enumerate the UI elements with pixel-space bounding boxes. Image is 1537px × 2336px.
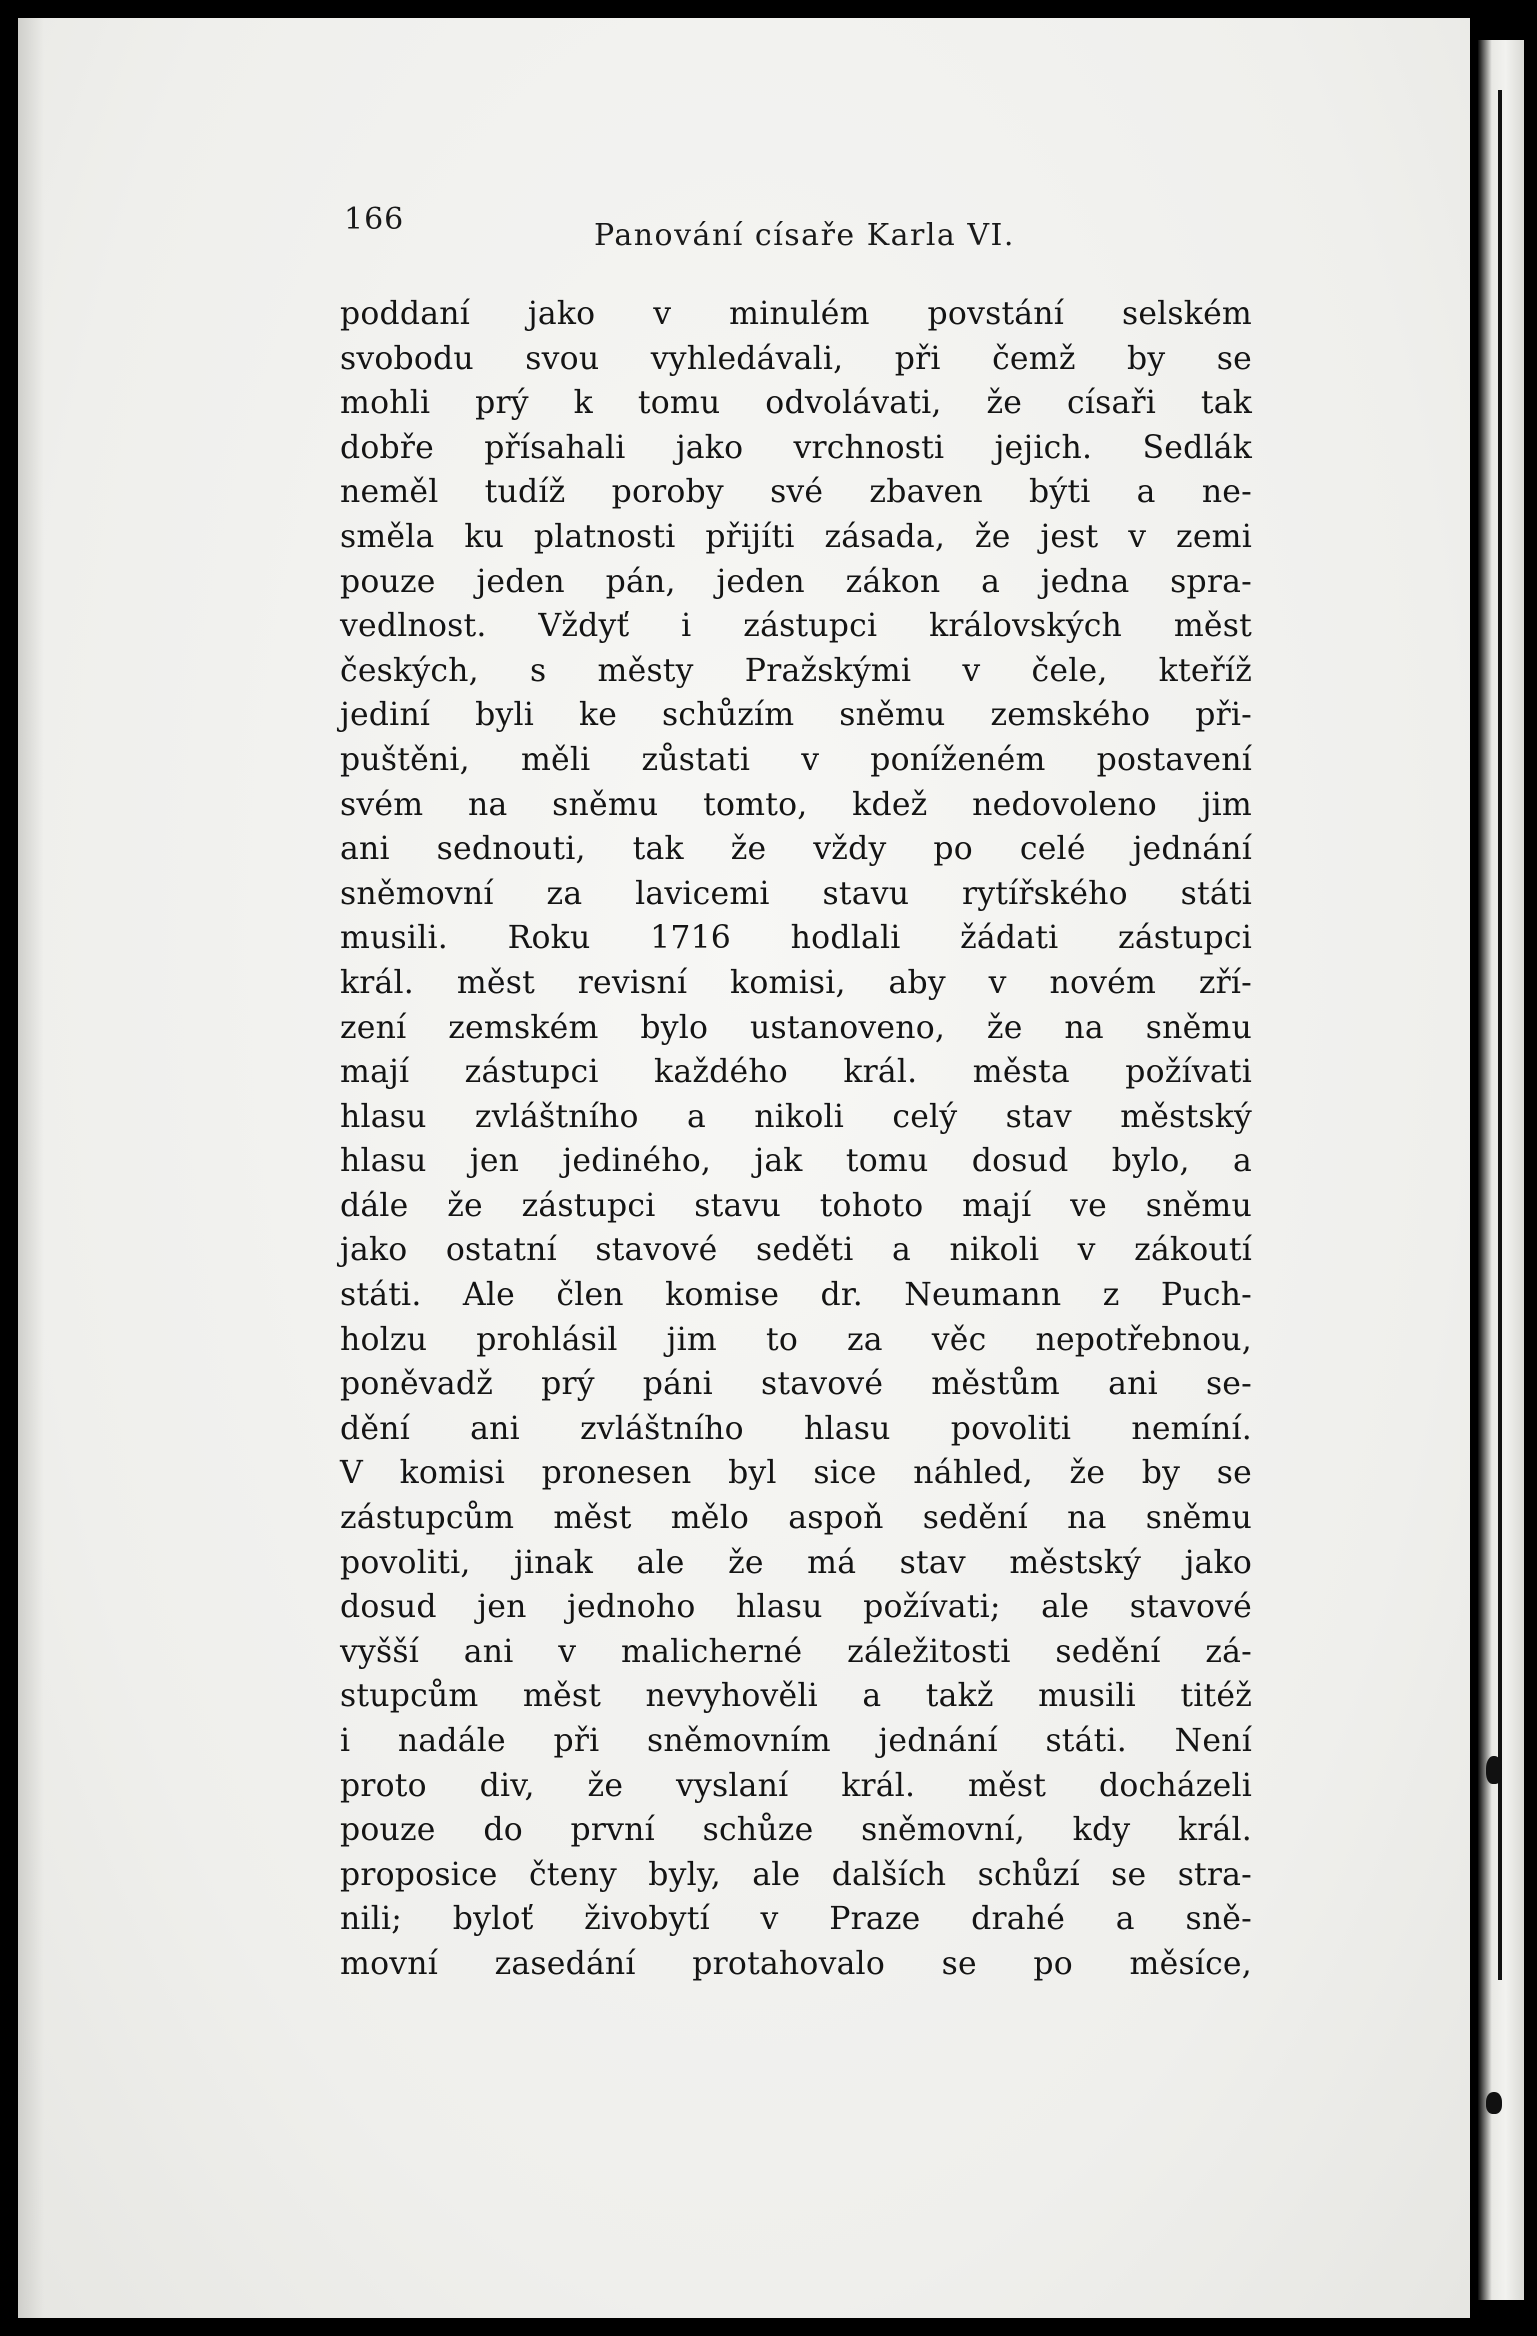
- margin-ink-mark: [1486, 2092, 1502, 2114]
- text-line: hlasu zvláštního a nikoli celý stav městský: [340, 1098, 1252, 1135]
- text-line: svém na sněmu tomto, kdež nedovoleno jim: [340, 786, 1252, 823]
- text-line: i nadále při sněmovním jednání státi. Není: [340, 1723, 1252, 1759]
- binding-line: [1498, 90, 1502, 1980]
- text-line: státi. Ale člen komise dr. Neumann z Puch-: [340, 1277, 1252, 1314]
- text-line: movní zasedání protahovalo se po měsíce,: [340, 1945, 1252, 1982]
- page-gutter-shadow: [18, 18, 44, 2318]
- text-line: jediní byli ke schůzím sněmu zemského při-: [340, 697, 1252, 734]
- text-line: sněmovní za lavicemi stavu rytířského státi: [340, 875, 1252, 912]
- text-line: proposice čteny byly, ale dalších schůzí se stra-: [340, 1856, 1252, 1893]
- text-line: nili; byloť živobytí v Praze drahé a sně-: [340, 1901, 1252, 1938]
- page-header: [0, 200, 1537, 260]
- text-line: neměl tudíž poroby své zbaven býti a ne-: [340, 474, 1252, 511]
- text-line: zástupcům měst mělo aspoň sedění na sněmu: [340, 1500, 1252, 1537]
- text-line: král. měst revisní komisi, aby v novém zří-: [340, 964, 1252, 1001]
- text-line: mají zástupci každého král. města požívati: [340, 1054, 1252, 1091]
- text-line: poněvadž prý páni stavové městům ani se-: [340, 1366, 1252, 1403]
- text-line: vyšší ani v malicherné záležitosti sedění zá-: [340, 1633, 1252, 1670]
- running-title: Panování císaře Karla VI.: [594, 218, 1015, 253]
- text-line: dobře přísahali jako vrchnosti jejich. Sedlák: [340, 429, 1252, 466]
- text-line: směla ku platnosti přijíti zásada, že jest v zemi: [340, 518, 1252, 555]
- text-line: stupcům měst nevyhověli a takž musili titéž: [340, 1678, 1252, 1715]
- text-line: holzu prohlásil jim to za věc nepotřebnou,: [340, 1321, 1252, 1358]
- margin-ink-mark: [1486, 1756, 1502, 1784]
- text-line: ani sednouti, tak že vždy po celé jednání: [340, 831, 1252, 868]
- text-line: V komisi pronesen byl sice náhled, že by se: [340, 1455, 1252, 1492]
- text-line: puštěni, měli zůstati v poníženém postavení: [340, 741, 1252, 778]
- text-line: českých, s městy Pražskými v čele, kteříž: [340, 652, 1252, 689]
- text-line: mohli prý k tomu odvolávati, že císaři tak: [340, 385, 1252, 422]
- text-line: musili. Roku 1716 hodlali žádati zástupci: [340, 920, 1252, 957]
- text-line: vedlnost. Vždyť i zástupci královských měst: [340, 608, 1252, 645]
- text-line: dění ani zvláštního hlasu povoliti nemíní.: [340, 1410, 1252, 1447]
- text-line: poddaní jako v minulém povstání selském: [340, 296, 1252, 332]
- text-line: povoliti, jinak ale že má stav městský jako: [340, 1544, 1252, 1581]
- text-line: pouze do první schůze sněmovní, kdy král.: [340, 1812, 1252, 1849]
- page-number: 166: [344, 202, 405, 237]
- text-line: hlasu jen jediného, jak tomu dosud bylo, a: [340, 1143, 1252, 1180]
- text-line: dosud jen jednoho hlasu požívati; ale stavové: [340, 1589, 1252, 1626]
- text-line: pouze jeden pán, jeden zákon a jedna spra-: [340, 563, 1252, 600]
- text-line: dále že zástupci stavu tohoto mají ve sněmu: [340, 1187, 1252, 1224]
- text-line: jako ostatní stavové seděti a nikoli v zákoutí: [340, 1232, 1252, 1269]
- text-line: proto div, že vyslaní král. měst docházeli: [340, 1767, 1252, 1804]
- body-text: [340, 292, 1252, 1987]
- text-line: svobodu svou vyhledávali, při čemž by se: [340, 340, 1252, 377]
- text-line: zení zemském bylo ustanoveno, že na sněmu: [340, 1009, 1252, 1046]
